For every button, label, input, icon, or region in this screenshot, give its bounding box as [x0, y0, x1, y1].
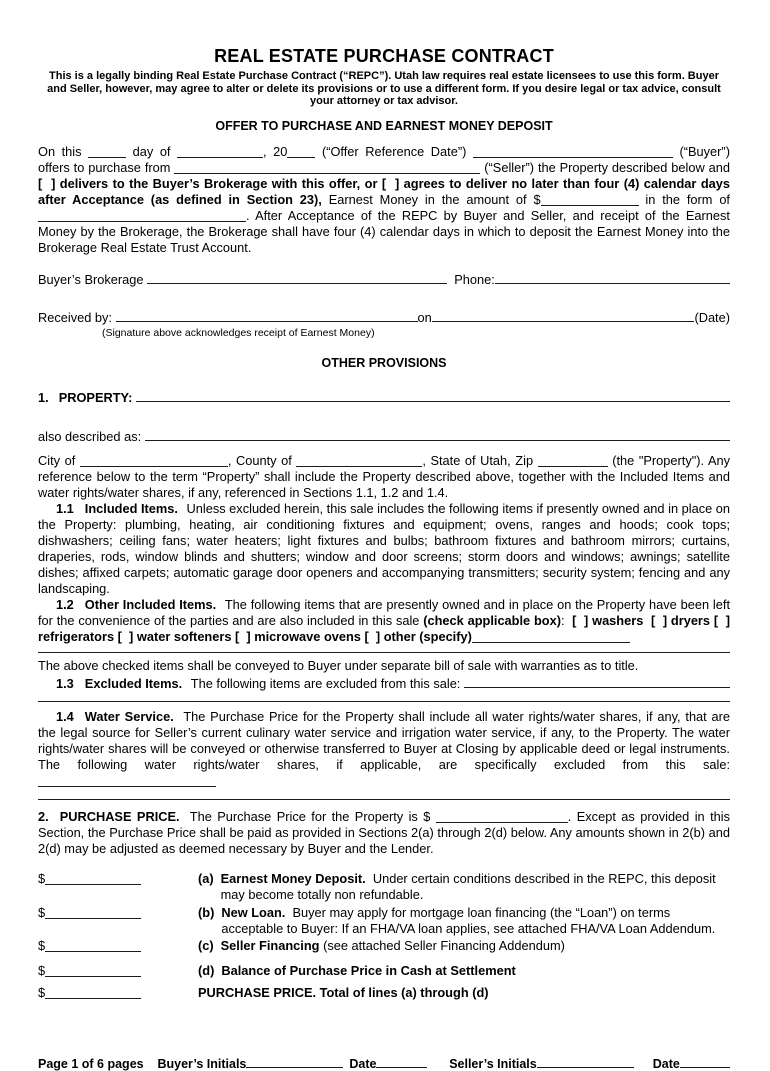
phone-label: Phone: — [454, 271, 495, 287]
row-body: Buyer may apply for mortgage loan financing (the “Loan”) on terms acceptable to Buyer: If an FHA/VA loan applies, see attached FHA/VA Loan Addendum. — [221, 904, 716, 936]
checkbox-water-softeners[interactable]: [ ] — [117, 628, 134, 644]
section-title: Included Items. — [84, 500, 178, 516]
blank-property-field[interactable] — [136, 389, 730, 402]
check-box-label: (check applicable box) — [423, 612, 561, 628]
item-water-softeners-label: water softeners — [136, 628, 232, 644]
received-line — [38, 309, 730, 326]
section-number: 1.1 — [56, 500, 74, 516]
blank-purchase-price-field[interactable] — [436, 810, 568, 823]
offer-text: . After Acceptance of the REPC by Buyer and Seller, and receipt of the Earnest Money by the Brokerage, the Brokerage shall have four (4) calendar days in which to deposit the Earnest Money into the Brokerage Real Estate Trust Account. — [38, 207, 730, 255]
offer-text-bold: agrees to deliver no later than four (4) calendar days after Acceptance (as defined in Section 23), — [38, 175, 730, 207]
price-row-total — [38, 985, 730, 1001]
section-body: The following items that are presently owned and in place on the Property have been left for the convenience of the parties and are also included in this sale — [38, 596, 730, 628]
row-title: Seller Financing — [220, 937, 320, 953]
offer-text: , 20 — [263, 143, 288, 159]
county-label: , County of — [227, 452, 292, 468]
row-title: New Loan. — [221, 904, 286, 920]
item-washers-label: washers — [592, 612, 644, 628]
section-body: The following items are excluded from this sale: — [190, 675, 461, 691]
brokerage-line — [38, 271, 730, 288]
blank-phone-field[interactable] — [495, 271, 730, 284]
blank-amount-b-field[interactable] — [45, 906, 141, 919]
amount-cell — [38, 905, 180, 921]
price-row-a — [38, 871, 730, 903]
item-microwave-ovens-label: microwave ovens — [254, 628, 361, 644]
section-title: Water Service. — [84, 708, 174, 724]
item-other-label: other (specify) — [383, 628, 472, 644]
other-provisions-heading: OTHER PROVISIONS — [321, 355, 447, 370]
date-label: (Date) — [694, 309, 730, 325]
blank-amount-a-field[interactable] — [45, 872, 141, 885]
water-service-paragraph — [38, 709, 730, 789]
row-title: PURCHASE PRICE. Total of lines (a) through (d) — [198, 984, 489, 1000]
section-title: Excluded Items. — [84, 675, 183, 691]
row-text — [221, 938, 730, 954]
section-number: 2. — [38, 808, 49, 824]
blank-earnest-amount-field[interactable] — [541, 193, 639, 206]
currency-symbol: $ — [38, 962, 46, 978]
row-body: Under certain conditions described in the REPC, this deposit may become totally non refundable. — [220, 870, 716, 902]
section-number: 1.2 — [56, 596, 74, 612]
section-number: 1.4 — [56, 708, 74, 724]
blank-buyer-name-field[interactable] — [473, 145, 673, 158]
blank-county-field[interactable] — [296, 454, 422, 467]
state-zip-label: , State of Utah, Zip — [422, 452, 534, 468]
blank-city-field[interactable] — [80, 454, 228, 467]
price-row-b — [38, 905, 730, 937]
blank-other-specify-field[interactable] — [472, 630, 630, 643]
city-paragraph — [38, 453, 730, 501]
offer-text: day of — [132, 143, 171, 159]
purchase-price-paragraph — [38, 809, 730, 857]
blank-month-field[interactable] — [177, 145, 263, 158]
row-letter: (b) — [198, 904, 215, 920]
section-body: . Except as provided in this Section, the Purchase Price shall be paid as provided in Sections 2(a) through 2(d) below. Any amounts shown in 2(b) and 2(d) may be adjusted as deemed necessary by Buyer and the Lender. — [38, 808, 730, 856]
included-items-paragraph — [38, 501, 730, 597]
blank-continuation-line[interactable] — [38, 652, 730, 653]
also-described-line — [38, 428, 730, 445]
other-included-items-paragraph — [38, 597, 730, 645]
property-section-line — [38, 389, 730, 406]
row-text — [198, 985, 730, 1001]
currency-symbol: $ — [38, 937, 46, 953]
blank-also-described-field[interactable] — [145, 428, 730, 441]
property-label: PROPERTY: — [58, 389, 133, 405]
amount-cell — [38, 985, 180, 1001]
blank-earnest-form-field[interactable] — [38, 209, 246, 222]
row-letter: (c) — [198, 937, 214, 953]
sellers-initials-label: Seller’s Initials — [449, 1056, 537, 1071]
blank-received-date-field[interactable] — [432, 309, 695, 322]
checkbox-delivers[interactable]: [ ] — [38, 175, 56, 191]
row-title: Balance of Purchase Price in Cash at Settlement — [221, 962, 516, 978]
date-label: Date — [652, 1056, 680, 1071]
checkbox-dryers[interactable]: [ ] — [650, 612, 668, 628]
checkbox-microwave-ovens[interactable]: [ ] — [235, 628, 251, 644]
currency-symbol: $ — [38, 984, 46, 1000]
section-title: Other Included Items. — [84, 596, 217, 612]
blank-continuation-line[interactable] — [38, 799, 730, 800]
legal-notice: This is a legally binding Real Estate Purchase Contract (“REPC”). Utah law requires real estate licensees to use this form. Buyer and Seller, however, may agree to alter or delete its provisions or to use a different form. If you desire legal or tax advice, consult your attorney or tax advisor. — [47, 70, 721, 108]
excluded-items-line — [38, 675, 730, 692]
currency-symbol: $ — [38, 904, 46, 920]
blank-sellers-date-field[interactable] — [680, 1054, 730, 1068]
property-tail-text: (the "Property"). Any reference below to the term “Property” shall include the Property described above, together with the Included Items and water rights/water shares, if any, referenced in Sections 1.1, 1.2 and 1.4. — [38, 452, 731, 500]
row-text — [221, 963, 730, 979]
offer-text: On this — [38, 143, 82, 159]
on-label: on — [417, 309, 432, 325]
blank-sellers-initials-field[interactable] — [537, 1054, 634, 1068]
colon: : — [560, 612, 565, 628]
row-title: Earnest Money Deposit. — [220, 870, 366, 886]
offer-text: offers to purchase from — [38, 159, 171, 175]
offer-text-bold: delivers to the Buyer’s Brokerage with this offer, or — [59, 175, 378, 191]
blank-excluded-items-field[interactable] — [464, 675, 730, 688]
brokerage-label: Buyer’s Brokerage — [38, 271, 144, 287]
page-number-label: Page 1 of 6 pages — [38, 1056, 144, 1071]
city-label: City of — [38, 452, 76, 468]
checkbox-other[interactable]: [ ] — [364, 628, 381, 644]
received-by-label: Received by: — [38, 309, 112, 325]
row-letter: (d) — [198, 962, 215, 978]
item-dryers-label: dryers — [670, 612, 711, 628]
blank-seller-name-field[interactable] — [174, 161, 480, 174]
checkbox-washers[interactable]: [ ] — [572, 612, 589, 628]
currency-symbol: $ — [38, 870, 46, 886]
blank-zip-field[interactable] — [538, 454, 608, 467]
row-text — [221, 905, 730, 937]
blank-amount-total-field[interactable] — [45, 986, 141, 999]
checkbox-agrees[interactable]: [ ] — [381, 175, 400, 191]
blank-received-signature-field[interactable] — [116, 309, 418, 322]
section-body: The Purchase Price for the Property shall include all water rights/water shares, if any, that are the legal source for Seller’s current culinary water service and irrigation water service, if any, to the Property. The water rights/water shares will be conveyed or otherwise transferred to Buyer at Closing by applicable deed or legal instruments. The following water rights/water shares, if applicable, are specifically excluded from this sale: — [38, 708, 731, 772]
row-text — [221, 871, 730, 903]
blank-brokerage-field[interactable] — [147, 271, 447, 284]
offer-text: (“Buyer”) — [679, 143, 730, 159]
item-refrigerators-label: refrigerators — [38, 628, 115, 644]
buyers-initials-label: Buyer’s Initials — [157, 1056, 247, 1071]
blank-year-field[interactable] — [287, 145, 315, 158]
checkbox-refrigerators[interactable]: [ ] — [713, 612, 730, 628]
blank-excluded-water-field[interactable] — [38, 774, 216, 787]
date-label: Date — [349, 1056, 377, 1071]
section-title: PURCHASE PRICE. — [59, 808, 180, 824]
also-described-label: also described as: — [38, 428, 142, 444]
amount-cell — [38, 871, 180, 887]
row-letter: (a) — [198, 870, 214, 886]
amount-cell — [38, 938, 180, 954]
blank-buyers-date-field[interactable] — [376, 1054, 426, 1068]
signature-caption: (Signature above acknowledges receipt of Earnest Money) — [102, 326, 375, 339]
section-body: Unless excluded herein, this sale includes the following items if presently owned and in place on the Property: plumbing, heating, air conditioning fixtures and equipment; ovens, ranges and hoods; cook tops; dishwashers; ceiling fans; water heaters; light fixtures and bulbs; bathroom fixtures and bathroom mirrors; curtains, draperies, rods, window blinds and shutters; window and door screens; storm doors and windows; awnings; satellite dishes; affixed carpets; automatic garage door openers and accompanying transmitters; security system; fencing and any landscaping. — [38, 500, 730, 596]
blank-continuation-line[interactable] — [38, 701, 730, 702]
offer-text: (“Seller”) the Property described below and — [484, 159, 731, 175]
page-footer — [38, 1054, 730, 1071]
blank-amount-c-field[interactable] — [45, 939, 141, 952]
row-body: (see attached Seller Financing Addendum) — [323, 937, 565, 953]
section-number: 1. — [38, 389, 49, 405]
offer-text: Earnest Money in the amount of $ — [328, 191, 541, 207]
section-body: The Purchase Price for the Property is $ — [189, 808, 431, 824]
price-row-c — [38, 938, 730, 954]
blank-amount-d-field[interactable] — [45, 964, 141, 977]
offer-paragraph — [38, 144, 730, 256]
offer-text: (“Offer Reference Date”) — [321, 143, 467, 159]
amount-cell — [38, 963, 180, 979]
conveyed-text: The above checked items shall be conveyed to Buyer under separate bill of sale with warranties as to title. — [38, 657, 639, 673]
offer-heading: OFFER TO PURCHASE AND EARNEST MONEY DEPOSIT — [215, 118, 553, 133]
price-row-d — [38, 963, 730, 979]
document-title: REAL ESTATE PURCHASE CONTRACT — [214, 46, 554, 66]
blank-buyers-initials-field[interactable] — [246, 1054, 343, 1068]
offer-text: in the form of — [645, 191, 730, 207]
section-number: 1.3 — [56, 675, 74, 691]
blank-day-field[interactable] — [88, 145, 126, 158]
